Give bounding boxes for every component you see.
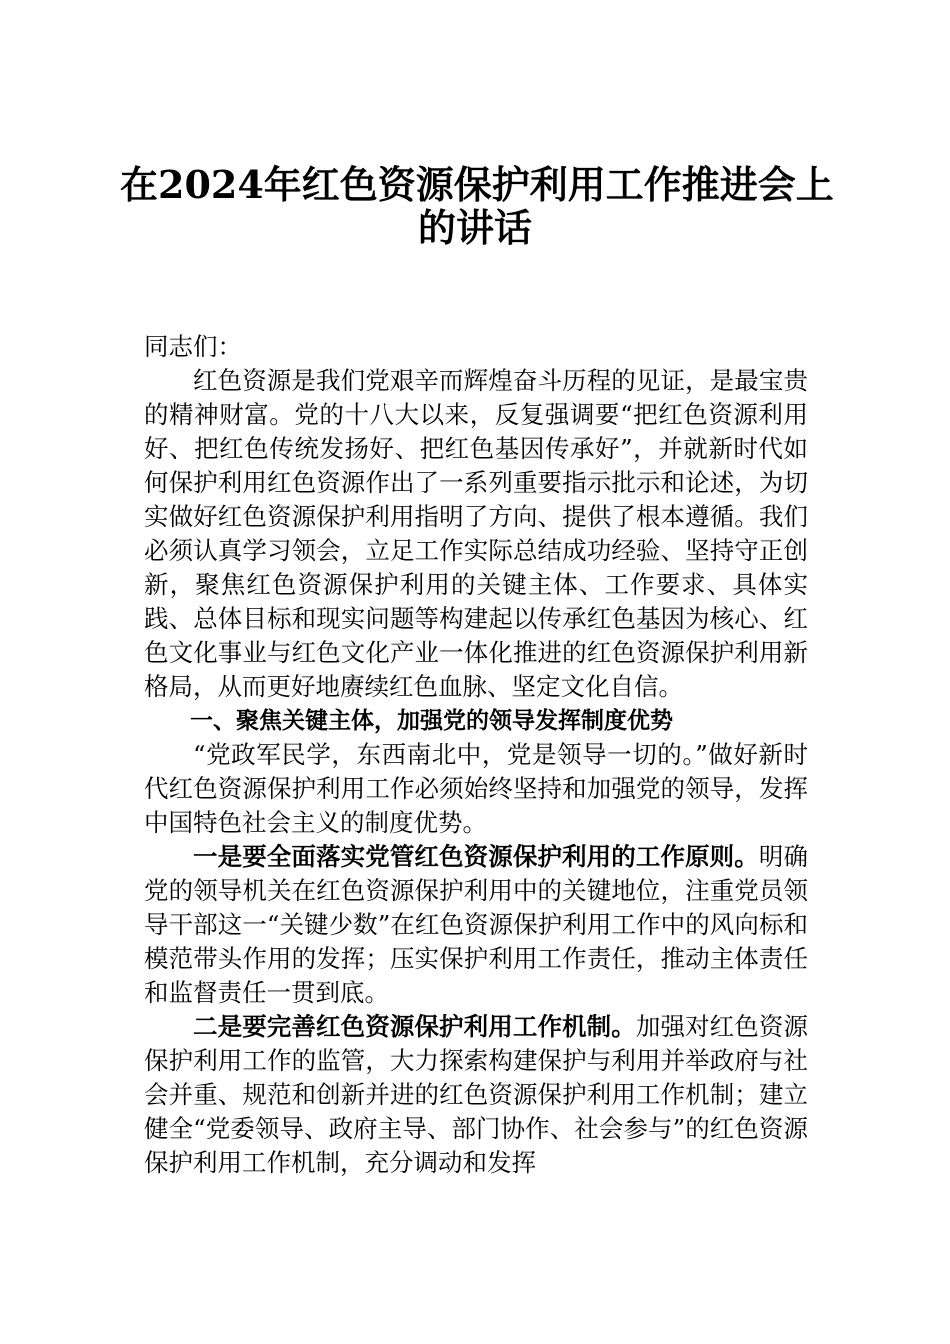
point-1-lead: 一是要全面落实党管红色资源保护利用的工作原则。 <box>193 842 759 871</box>
document-body <box>144 330 808 1180</box>
paragraph-party-leadership: “党政军民学，东西南北中，党是领导一切的。”做好新时代红色资源保护利用工作必须始终坚持和加强党的领导，发挥中国特色社会主义的制度优势。 <box>144 740 808 837</box>
paragraph-point-1 <box>144 840 808 1010</box>
salutation: 同志们： <box>144 332 242 361</box>
point-2-text: 加强对红色资源保护利用工作的监管，大力探索构建保护与利用并举政府与社会并重、规范和创新并进的红色资源保护利用工作机制；建立健全“党委领导、政府主导、部门协作、社会参与”的红色资源保护利用工作机制，充分调动和发挥 <box>144 1012 808 1177</box>
point-2-lead: 二是要完善红色资源保护利用工作机制。 <box>193 1012 636 1041</box>
document-title-line-2: 的讲话 <box>417 205 532 250</box>
paragraph-point-2 <box>144 1010 808 1180</box>
point-1-text: 明确党的领导机关在红色资源保护利用中的关键地位，注重党员领导干部这一“关键少数”在红色资源保护利用工作中的风向标和模范带头作用的发挥；压实保护利用工作责任，推动主体责任和监督责任一贯到底。 <box>144 842 809 1007</box>
section-heading-1: 一、聚焦关键主体，加强党的领导发挥制度优势 <box>190 708 673 734</box>
paragraph-intro: 红色资源是我们党艰辛而辉煌奋斗历程的见证，是最宝贵的精神财富。党的十八大以来，反复强调要“把红色资源利用好、把红色传统发扬好、把红色基因传承好”，并就新时代如何保护利用红色资源作出了一系列重要指示批示和论述，为切实做好红色资源保护利用指明了方向、提供了根本遵循。我们必须认真学习领会，立足工作实际总结成功经验、坚持守正创新，聚焦红色资源保护利用的关键主体、工作要求、具体实践、总体目标和现实问题等构建起以传承红色基因为核心、红色文化事业与红色文化产业一体化推进的红色资源保护利用新格局，从而更好地赓续红色血脉、坚定文化自信。 <box>144 366 808 701</box>
document-title-line-1: 在2024年红色资源保护利用工作推进会上 <box>120 162 834 207</box>
